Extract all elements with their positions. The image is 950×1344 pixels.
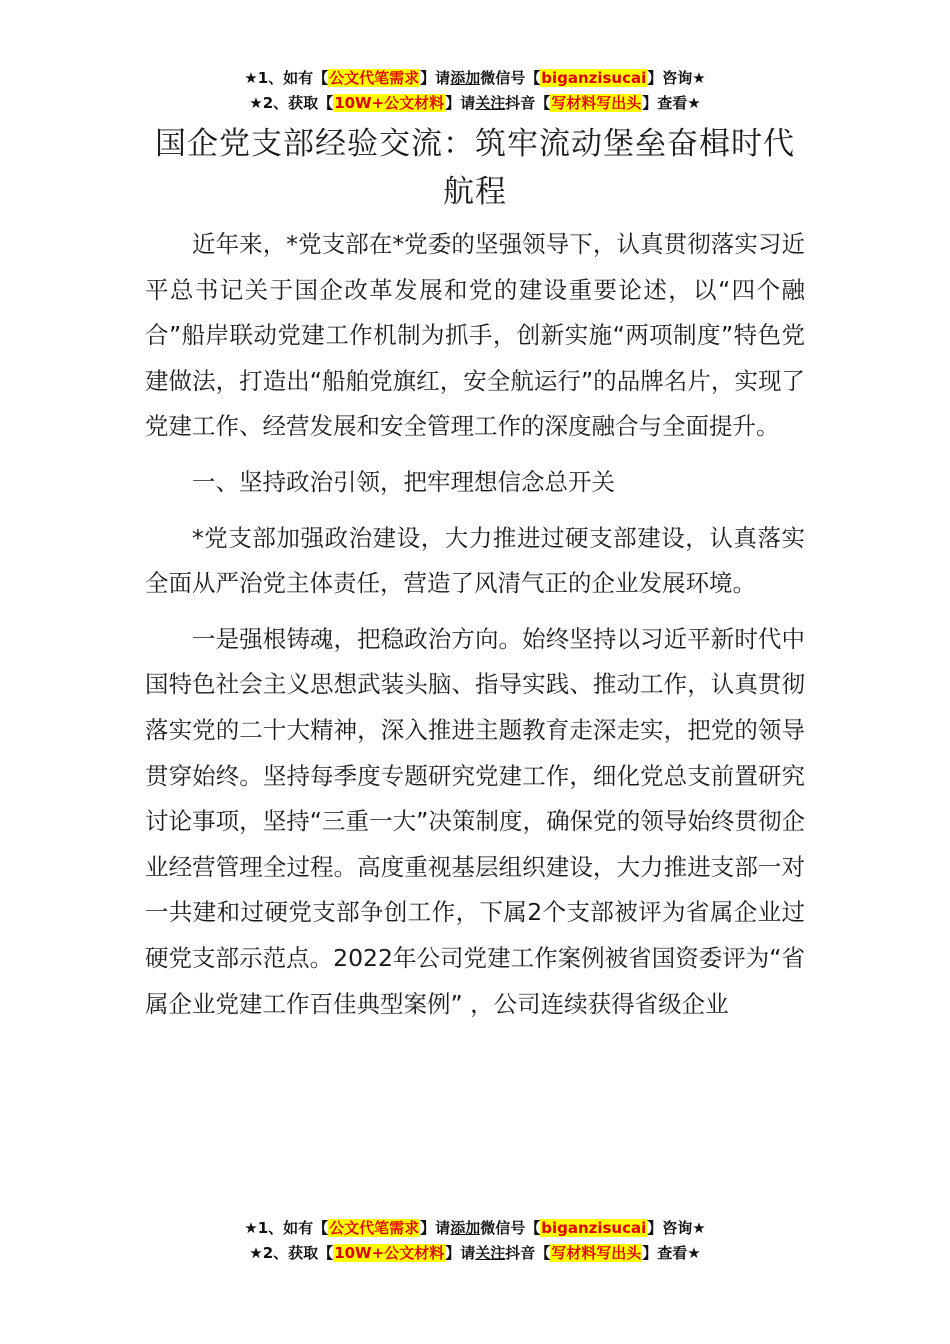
paragraph-point-1: 一是强根铸魂，把稳政治方向。始终坚持以习近平新时代中国特色社会主义思想武装头脑、指导实践、推动工作，认真贯彻落实党的二十大精神，深入推进主题教育走深走实，把党的领导贯穿始终。坚持每季度专题研究党建工作，细化党总支前置研究讨论事项，坚持“三重一大”决策制度，确保党的领导始终贯彻企业经营管理全过程。高度重视基层组织建设，大力推进支部一对一共建和过硬党支部争创工作，下属2个支部被评为省属企业过硬党支部示范点。2022年公司党建工作案例被省国资委评为“省属企业党建工作百佳典型案例” ，公司连续获得省级企业 bbox=[145, 624, 805, 1018]
highlight-materials: 10W+公文材料 bbox=[334, 1244, 445, 1262]
highlight-douyin-id: 写材料写出头 bbox=[551, 94, 642, 112]
section-heading-1: 一、坚持政治引领，把牢理想信念总开关 bbox=[192, 467, 615, 496]
highlight-materials: 10W+公文材料 bbox=[334, 94, 445, 112]
highlight-douyin-id: 写材料写出头 bbox=[551, 1244, 642, 1262]
highlight-service: 公文代笔需求 bbox=[329, 1219, 420, 1237]
highlight-service: 公文代笔需求 bbox=[329, 69, 420, 87]
promo-line-2: ★2、获取【10W+公文材料】请关注抖音【写材料写出头】查看★ bbox=[249, 1244, 701, 1262]
promo-line-2: ★2、获取【10W+公文材料】请关注抖音【写材料写出头】查看★ bbox=[249, 94, 701, 112]
promo-line-1: ★1、如有【公文代笔需求】请添加微信号【biganzisucai】咨询★ bbox=[244, 1219, 706, 1237]
highlight-wechat-id: biganzisucai bbox=[541, 69, 647, 87]
paragraph-intro: 近年来，*党支部在*党委的坚强领导下，认真贯彻落实习近平总书记关于国企改革发展和党的建设重要论述，以“四个融合”船岸联动党建工作机制为抓手，创新实施“两项制度”特色党建做法，打造出“船舶党旗红，安全航运行”的品牌名片，实现了党建工作、经营发展和安全管理工作的深度融合与全面提升。 bbox=[145, 230, 805, 441]
top-promo-banner bbox=[0, 66, 950, 116]
promo-line-1: ★1、如有【公文代笔需求】请添加微信号【biganzisucai】咨询★ bbox=[244, 69, 706, 87]
highlight-wechat-id: biganzisucai bbox=[541, 1219, 647, 1237]
paragraph-section-1-summary: *党支部加强政治建设，大力推进过硬支部建设，认真落实全面从严治党主体责任，营造了风清气正的企业发展环境。 bbox=[145, 523, 805, 598]
document-body bbox=[145, 222, 805, 1037]
document-title: 国企党支部经验交流：筑牢流动堡垒奋楫时代航程 bbox=[155, 126, 795, 210]
bottom-promo-banner bbox=[0, 1216, 950, 1266]
